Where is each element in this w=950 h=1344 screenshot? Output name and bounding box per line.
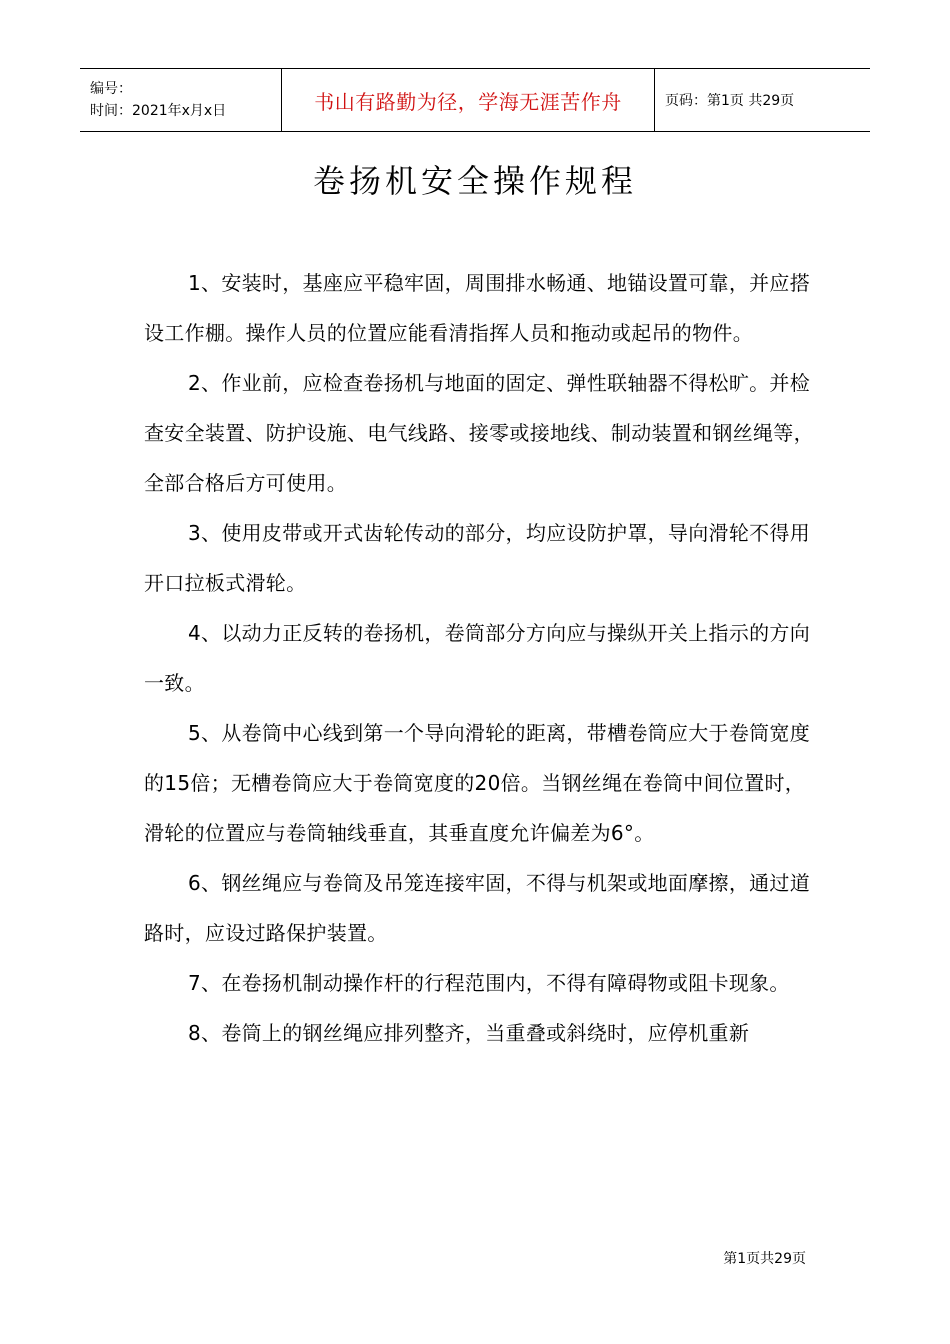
page-footer: 第1页共29页 xyxy=(723,1251,806,1267)
header-meta xyxy=(80,69,281,131)
header-page-info xyxy=(655,69,870,131)
page-header xyxy=(80,68,870,132)
document-time-label: 时间：2021年x月x日 xyxy=(90,103,227,119)
paragraph-5: 5、从卷筒中心线到第一个导向滑轮的距离，带槽卷筒应大于卷筒宽度的15倍；无槽卷筒应大于卷筒宽度的20倍。当钢丝绳在卷筒中间位置时，滑轮的位置应与卷筒轴线垂直，其垂直度允许偏差为6°。 xyxy=(144,721,811,845)
paragraph-6: 6、钢丝绳应与卷筒及吊笼连接牢固，不得与机架或地面摩擦，通过道路时，应设过路保护装置。 xyxy=(144,871,811,945)
document-number-label: 编号： xyxy=(90,81,132,97)
paragraph-7: 7、在卷扬机制动操作杆的行程范围内，不得有障碍物或阻卡现象。 xyxy=(188,971,790,995)
paragraph-4: 4、以动力正反转的卷扬机，卷筒部分方向应与操纵开关上指示的方向一致。 xyxy=(144,621,811,695)
document-title: 卷扬机安全操作规程 xyxy=(312,162,637,200)
paragraph-1: 1、安装时，基座应平稳牢固，周围排水畅通、地锚设置可靠，并应搭设工作棚。操作人员的位置应能看清指挥人员和拖动或起吊的物件。 xyxy=(144,271,811,345)
paragraph-3: 3、使用皮带或开式齿轮传动的部分，均应设防护罩，导向滑轮不得用开口拉板式滑轮。 xyxy=(144,521,811,595)
page-info-text: 页码：第1页 共29页 xyxy=(665,93,795,109)
paragraph-8: 8、卷筒上的钢丝绳应排列整齐，当重叠或斜绕时，应停机重新 xyxy=(188,1021,750,1045)
document-body xyxy=(144,258,816,1058)
paragraph-2: 2、作业前，应检查卷扬机与地面的固定、弹性联轴器不得松旷。并检查安全装置、防护设施、电气线路、接零或接地线、制动装置和钢丝绳等，全部合格后方可使用。 xyxy=(144,371,814,495)
motto-text: 书山有路勤为径，学海无涯苦作舟 xyxy=(314,89,622,114)
header-motto xyxy=(281,69,655,131)
